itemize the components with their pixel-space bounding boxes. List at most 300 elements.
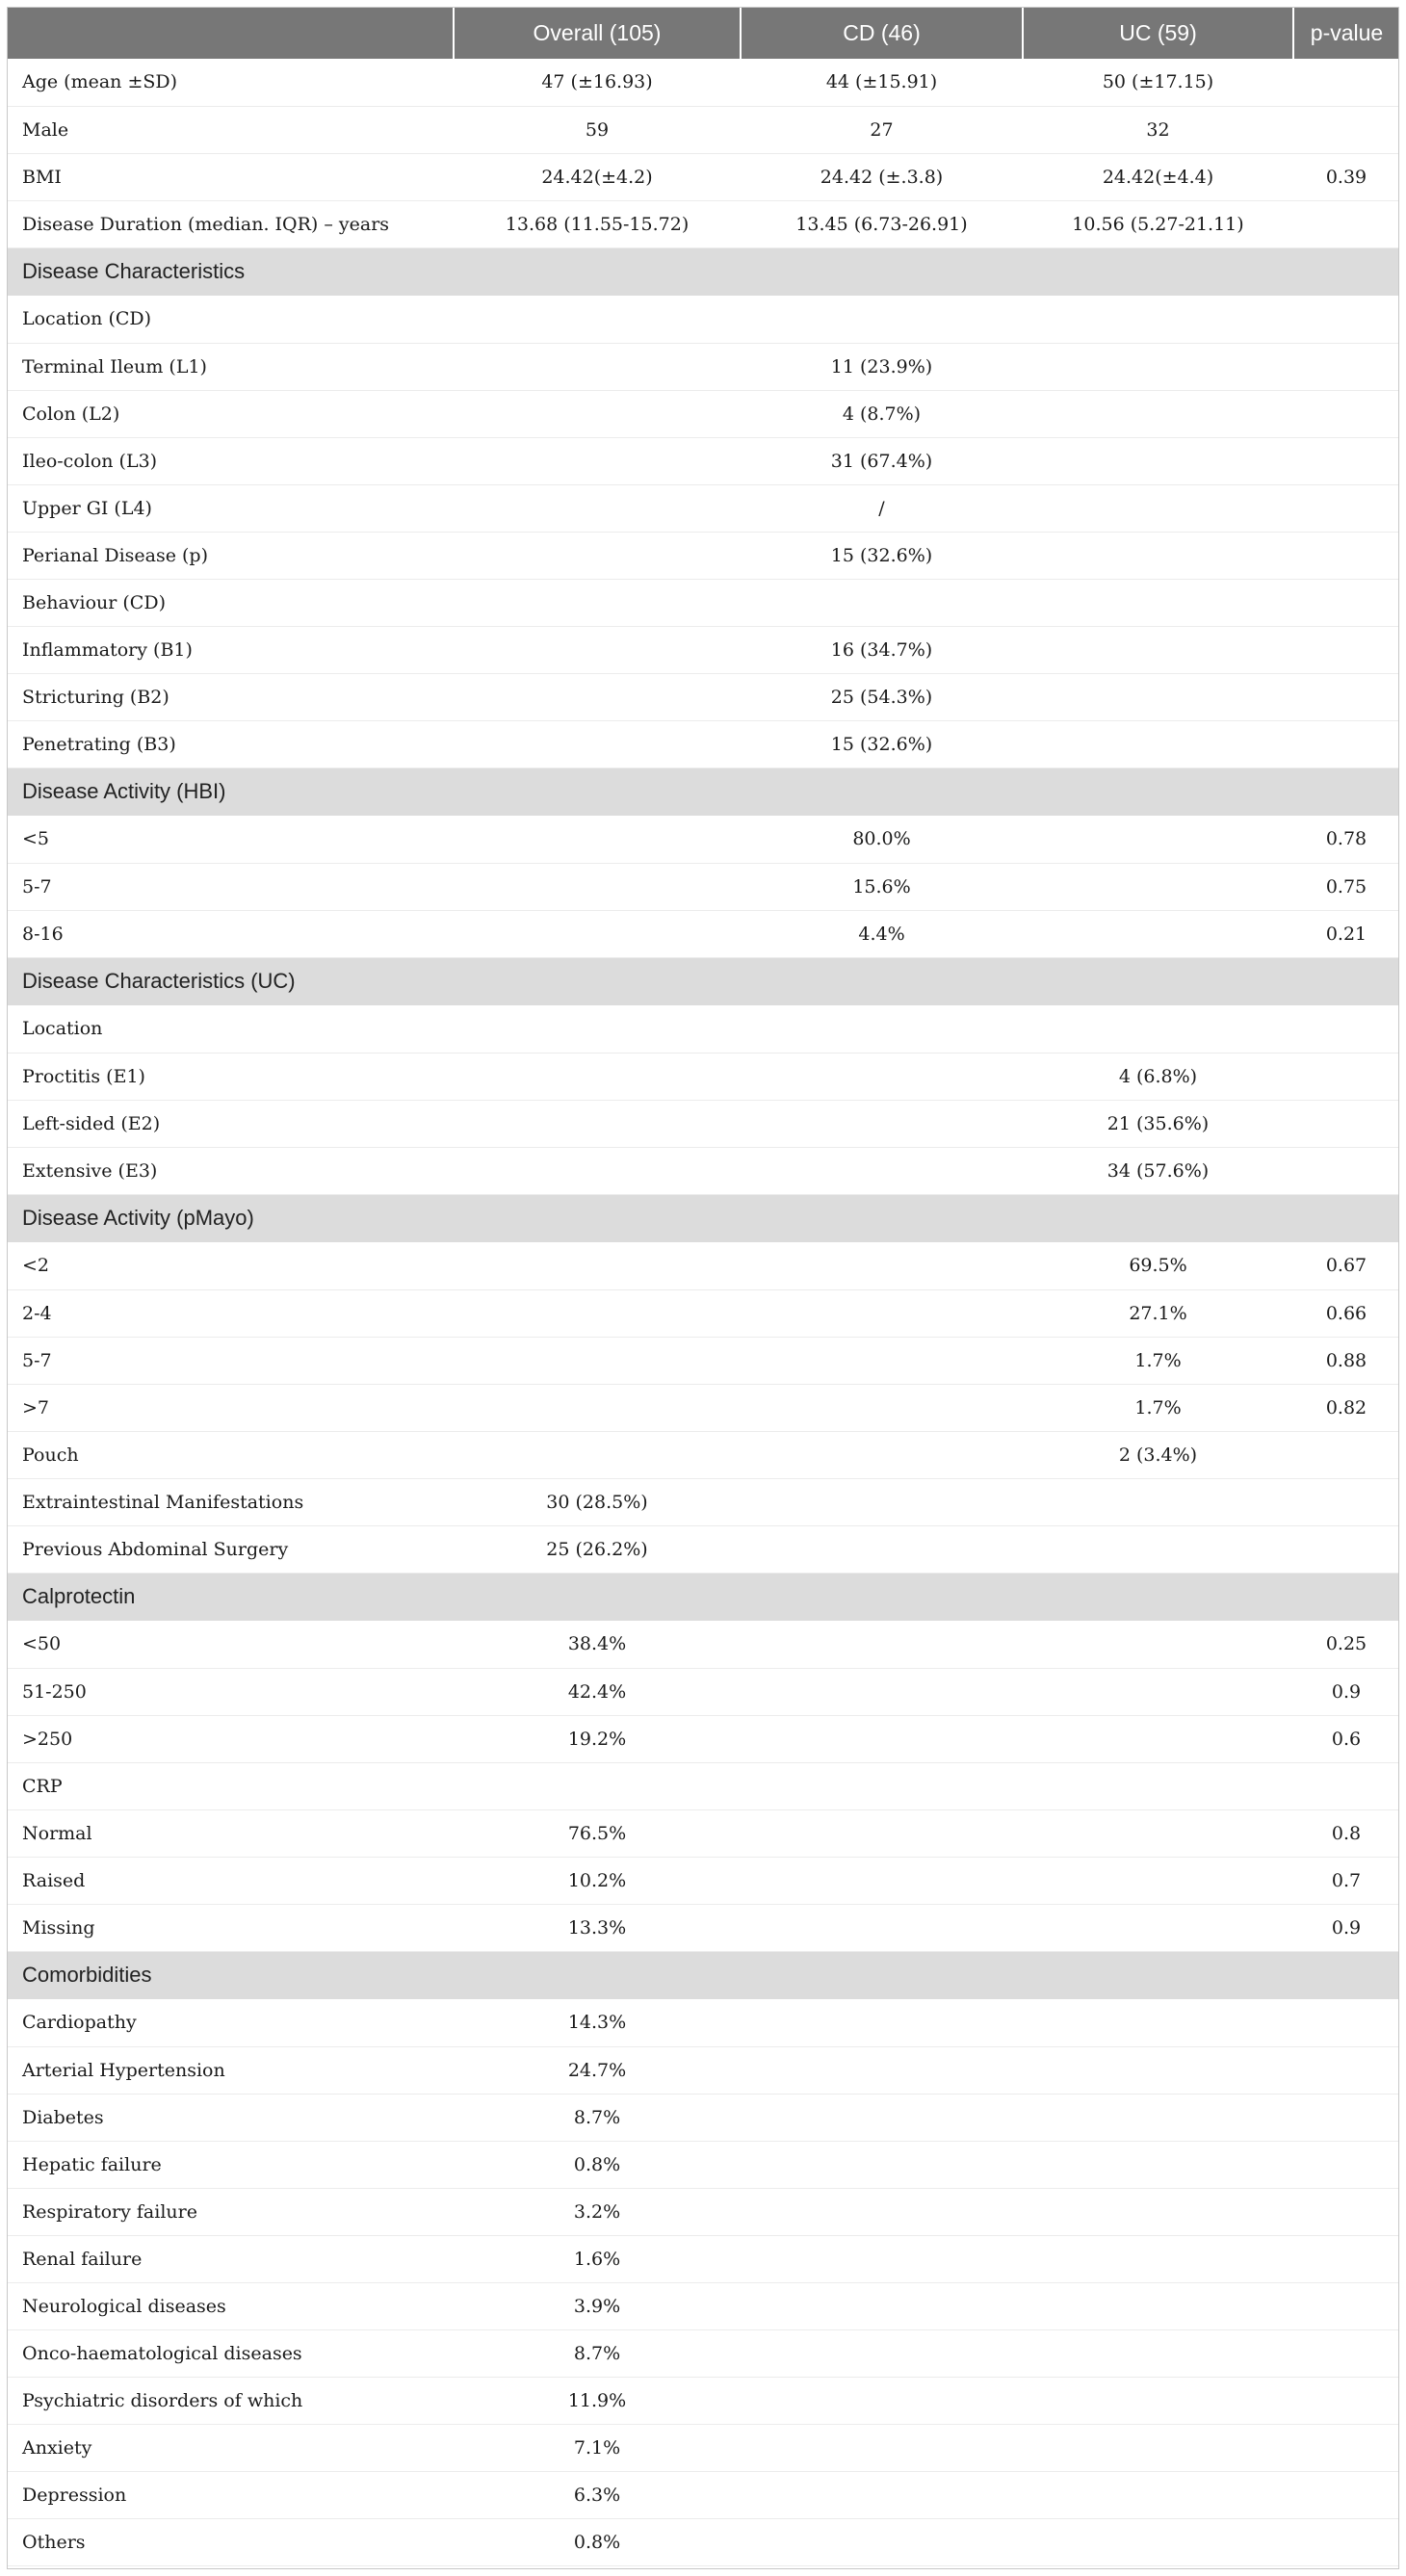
section-title: Disease Activity (HBI) — [22, 779, 226, 804]
table-body — [7, 59, 1399, 2565]
cell-overall — [454, 1147, 741, 1194]
cell-uc — [1023, 1668, 1293, 1715]
cell-overall — [454, 1242, 741, 1289]
cell-uc: 27.1% — [1023, 1289, 1293, 1337]
row-label: BMI — [7, 153, 454, 200]
section-title: Disease Activity (pMayo) — [22, 1206, 254, 1231]
cell-uc — [1023, 626, 1293, 673]
cell-p-value — [1293, 1053, 1399, 1100]
table-row — [7, 1525, 1399, 1573]
section-header-row — [7, 1951, 1399, 1999]
header-label-col — [7, 7, 454, 59]
cell-overall — [454, 720, 741, 768]
cell-p-value: 0.82 — [1293, 1384, 1399, 1431]
row-label: Location (CD) — [7, 296, 454, 343]
cell-p-value: 0.88 — [1293, 1337, 1399, 1384]
table-row — [7, 200, 1399, 247]
table-row — [7, 1762, 1399, 1809]
cell-overall — [454, 1289, 741, 1337]
cell-uc: 24.42(±4.4) — [1023, 153, 1293, 200]
row-label: >7 — [7, 1384, 454, 1431]
patient-characteristics-table — [7, 7, 1399, 2566]
header-overall: Overall (105) — [454, 7, 741, 59]
section-header-row — [7, 247, 1399, 296]
cell-cd: 4.4% — [741, 910, 1023, 957]
cell-p-value — [1293, 1005, 1399, 1053]
cell-p-value — [1293, 106, 1399, 153]
cell-overall — [454, 484, 741, 532]
row-label: Pouch — [7, 1431, 454, 1478]
cell-uc — [1023, 343, 1293, 390]
cell-overall — [454, 816, 741, 863]
cell-cd — [741, 1857, 1023, 1904]
cell-overall: 3.2% — [454, 2188, 741, 2235]
cell-overall — [454, 626, 741, 673]
cell-p-value — [1293, 200, 1399, 247]
cell-overall: 47 (±16.93) — [454, 59, 741, 106]
cell-p-value — [1293, 1478, 1399, 1525]
cell-cd: 15.6% — [741, 863, 1023, 910]
cell-cd — [741, 2518, 1023, 2565]
cell-cd: 11 (23.9%) — [741, 343, 1023, 390]
table-row — [7, 343, 1399, 390]
header-cd: CD (46) — [741, 7, 1023, 59]
cell-p-value — [1293, 484, 1399, 532]
cell-overall — [454, 1053, 741, 1100]
table-row — [7, 2329, 1399, 2377]
row-label: Male — [7, 106, 454, 153]
cell-uc — [1023, 296, 1293, 343]
cell-cd — [741, 2188, 1023, 2235]
row-label: Terminal Ileum (L1) — [7, 343, 454, 390]
header-uc: UC (59) — [1023, 7, 1293, 59]
cell-cd — [741, 2329, 1023, 2377]
row-label: Disease Duration (median. IQR) – years — [7, 200, 454, 247]
cell-uc — [1023, 2377, 1293, 2424]
cell-p-value — [1293, 2235, 1399, 2282]
row-label: Location — [7, 1005, 454, 1053]
table-row — [7, 532, 1399, 579]
row-label: Arterial Hypertension — [7, 2046, 454, 2094]
table-row — [7, 1478, 1399, 1525]
row-label: Previous Abdominal Surgery — [7, 1525, 454, 1573]
table-row — [7, 2518, 1399, 2565]
header-p-value: p-value — [1293, 7, 1399, 59]
cell-overall — [454, 437, 741, 484]
table-row — [7, 1289, 1399, 1337]
cell-uc — [1023, 2424, 1293, 2471]
cell-cd — [741, 1337, 1023, 1384]
cell-uc: 32 — [1023, 106, 1293, 153]
cell-cd — [741, 1431, 1023, 1478]
cell-p-value — [1293, 2141, 1399, 2188]
cell-overall — [454, 1384, 741, 1431]
cell-uc — [1023, 1715, 1293, 1762]
table-row — [7, 2046, 1399, 2094]
cell-cd — [741, 2235, 1023, 2282]
row-label: Raised — [7, 1857, 454, 1904]
cell-uc — [1023, 2141, 1293, 2188]
cell-cd — [741, 1999, 1023, 2046]
row-label: Behaviour (CD) — [7, 579, 454, 626]
cell-uc — [1023, 910, 1293, 957]
row-label: 2-4 — [7, 1289, 454, 1337]
cell-uc — [1023, 1762, 1293, 1809]
cell-overall: 8.7% — [454, 2094, 741, 2141]
table-row — [7, 296, 1399, 343]
cell-p-value — [1293, 437, 1399, 484]
row-label: Upper GI (L4) — [7, 484, 454, 532]
row-label: Stricturing (B2) — [7, 673, 454, 720]
table-row — [7, 816, 1399, 863]
table-header-row — [7, 7, 1399, 59]
table-row — [7, 1904, 1399, 1951]
cell-uc — [1023, 1005, 1293, 1053]
cell-cd: 31 (67.4%) — [741, 437, 1023, 484]
table-row — [7, 1621, 1399, 1668]
table-row — [7, 484, 1399, 532]
table-row — [7, 1147, 1399, 1194]
cell-p-value — [1293, 1762, 1399, 1809]
cell-uc: 4 (6.8%) — [1023, 1053, 1293, 1100]
cell-cd — [741, 1762, 1023, 1809]
cell-p-value — [1293, 2046, 1399, 2094]
cell-cd — [741, 1289, 1023, 1337]
table-row — [7, 1857, 1399, 1904]
cell-p-value — [1293, 296, 1399, 343]
table-row — [7, 106, 1399, 153]
cell-uc — [1023, 437, 1293, 484]
cell-uc: 50 (±17.15) — [1023, 59, 1293, 106]
cell-p-value — [1293, 720, 1399, 768]
row-label: Missing — [7, 1904, 454, 1951]
row-label: Others — [7, 2518, 454, 2565]
table-row — [7, 2282, 1399, 2329]
row-label: 8-16 — [7, 910, 454, 957]
cell-cd — [741, 2094, 1023, 2141]
cell-p-value — [1293, 626, 1399, 673]
section-title: Comorbidities — [22, 1963, 152, 1988]
row-label: Renal failure — [7, 2235, 454, 2282]
cell-p-value — [1293, 2094, 1399, 2141]
cell-uc — [1023, 2046, 1293, 2094]
cell-p-value: 0.39 — [1293, 153, 1399, 200]
cell-uc — [1023, 532, 1293, 579]
cell-overall: 3.9% — [454, 2282, 741, 2329]
row-label: Age (mean ±SD) — [7, 59, 454, 106]
cell-overall — [454, 1005, 741, 1053]
cell-uc: 34 (57.6%) — [1023, 1147, 1293, 1194]
cell-p-value — [1293, 2188, 1399, 2235]
row-label: Perianal Disease (p) — [7, 532, 454, 579]
row-label: Psychiatric disorders of which — [7, 2377, 454, 2424]
cell-cd — [741, 2141, 1023, 2188]
cell-p-value — [1293, 2377, 1399, 2424]
cell-cd — [741, 1242, 1023, 1289]
cell-p-value — [1293, 2471, 1399, 2518]
cell-overall: 8.7% — [454, 2329, 741, 2377]
cell-overall — [454, 910, 741, 957]
row-label: Extensive (E3) — [7, 1147, 454, 1194]
cell-cd: 25 (54.3%) — [741, 673, 1023, 720]
cell-uc — [1023, 2188, 1293, 2235]
table-row — [7, 2094, 1399, 2141]
cell-uc — [1023, 673, 1293, 720]
cell-cd: / — [741, 484, 1023, 532]
cell-uc — [1023, 2471, 1293, 2518]
cell-uc — [1023, 1621, 1293, 1668]
cell-cd — [741, 1478, 1023, 1525]
cell-uc: 69.5% — [1023, 1242, 1293, 1289]
cell-overall: 59 — [454, 106, 741, 153]
cell-p-value: 0.8 — [1293, 1809, 1399, 1857]
cell-overall: 6.3% — [454, 2471, 741, 2518]
cell-p-value: 0.67 — [1293, 1242, 1399, 1289]
cell-uc — [1023, 1857, 1293, 1904]
cell-cd: 24.42 (±.3.8) — [741, 153, 1023, 200]
cell-uc: 1.7% — [1023, 1337, 1293, 1384]
cell-uc: 1.7% — [1023, 1384, 1293, 1431]
cell-overall: 13.3% — [454, 1904, 741, 1951]
table-row — [7, 863, 1399, 910]
cell-cd: 27 — [741, 106, 1023, 153]
row-label: Left-sided (E2) — [7, 1100, 454, 1147]
row-label: 5-7 — [7, 1337, 454, 1384]
table-row — [7, 2235, 1399, 2282]
cell-uc: 21 (35.6%) — [1023, 1100, 1293, 1147]
row-label: Diabetes — [7, 2094, 454, 2141]
cell-cd — [741, 1525, 1023, 1573]
section-header-row — [7, 1573, 1399, 1621]
row-label: Respiratory failure — [7, 2188, 454, 2235]
row-label: <5 — [7, 816, 454, 863]
row-label: Inflammatory (B1) — [7, 626, 454, 673]
row-label: Depression — [7, 2471, 454, 2518]
cell-uc — [1023, 1525, 1293, 1573]
cell-cd — [741, 296, 1023, 343]
cell-p-value — [1293, 2424, 1399, 2471]
cell-cd: 15 (32.6%) — [741, 720, 1023, 768]
table-row — [7, 2188, 1399, 2235]
cell-overall: 24.7% — [454, 2046, 741, 2094]
table-row — [7, 1809, 1399, 1857]
row-label: Neurological diseases — [7, 2282, 454, 2329]
table-row — [7, 437, 1399, 484]
cell-p-value — [1293, 579, 1399, 626]
cell-p-value — [1293, 1431, 1399, 1478]
cell-overall — [454, 532, 741, 579]
cell-uc — [1023, 2518, 1293, 2565]
cell-uc — [1023, 484, 1293, 532]
cell-overall: 7.1% — [454, 2424, 741, 2471]
cell-p-value: 0.78 — [1293, 816, 1399, 863]
table-row — [7, 1337, 1399, 1384]
cell-p-value: 0.25 — [1293, 1621, 1399, 1668]
cell-uc — [1023, 2329, 1293, 2377]
table-row — [7, 1384, 1399, 1431]
table-row — [7, 59, 1399, 106]
table-row — [7, 390, 1399, 437]
cell-overall: 13.68 (11.55-15.72) — [454, 200, 741, 247]
cell-p-value — [1293, 1147, 1399, 1194]
cell-cd: 4 (8.7%) — [741, 390, 1023, 437]
cell-cd — [741, 1053, 1023, 1100]
cell-overall: 1.6% — [454, 2235, 741, 2282]
cell-cd — [741, 1715, 1023, 1762]
cell-p-value — [1293, 532, 1399, 579]
cell-cd — [741, 1147, 1023, 1194]
row-label: <50 — [7, 1621, 454, 1668]
cell-uc — [1023, 2094, 1293, 2141]
cell-p-value — [1293, 59, 1399, 106]
row-label: CRP — [7, 1762, 454, 1809]
cell-p-value: 0.66 — [1293, 1289, 1399, 1337]
cell-overall — [454, 1431, 741, 1478]
row-label: Cardiopathy — [7, 1999, 454, 2046]
cell-overall: 11.9% — [454, 2377, 741, 2424]
cell-overall — [454, 390, 741, 437]
table-row — [7, 910, 1399, 957]
cell-p-value — [1293, 2282, 1399, 2329]
table-row — [7, 1431, 1399, 1478]
cell-cd — [741, 1621, 1023, 1668]
table-row — [7, 1100, 1399, 1147]
row-label: Proctitis (E1) — [7, 1053, 454, 1100]
cell-uc — [1023, 1809, 1293, 1857]
table-row — [7, 1242, 1399, 1289]
section-header-row — [7, 1194, 1399, 1242]
cell-p-value: 0.7 — [1293, 1857, 1399, 1904]
cell-p-value — [1293, 1100, 1399, 1147]
cell-cd — [741, 1668, 1023, 1715]
cell-overall: 25 (26.2%) — [454, 1525, 741, 1573]
cell-uc — [1023, 579, 1293, 626]
cell-cd: 16 (34.7%) — [741, 626, 1023, 673]
cell-overall — [454, 343, 741, 390]
cell-overall: 10.2% — [454, 1857, 741, 1904]
cell-p-value: 0.9 — [1293, 1904, 1399, 1951]
cell-cd: 13.45 (6.73-26.91) — [741, 200, 1023, 247]
row-label: Normal — [7, 1809, 454, 1857]
cell-p-value: 0.75 — [1293, 863, 1399, 910]
section-header-row — [7, 768, 1399, 816]
table-container — [7, 7, 1399, 2566]
cell-uc — [1023, 1904, 1293, 1951]
table-row — [7, 1668, 1399, 1715]
cell-uc — [1023, 2235, 1293, 2282]
cell-overall: 19.2% — [454, 1715, 741, 1762]
table-row — [7, 720, 1399, 768]
cell-uc: 2 (3.4%) — [1023, 1431, 1293, 1478]
cell-p-value: 0.9 — [1293, 1668, 1399, 1715]
cell-cd — [741, 2377, 1023, 2424]
cell-cd — [741, 1809, 1023, 1857]
cell-overall — [454, 863, 741, 910]
cell-overall: 0.8% — [454, 2141, 741, 2188]
cell-overall — [454, 1100, 741, 1147]
row-label: Anxiety — [7, 2424, 454, 2471]
row-label: 51-250 — [7, 1668, 454, 1715]
table-row — [7, 1999, 1399, 2046]
cell-overall — [454, 673, 741, 720]
cell-uc — [1023, 816, 1293, 863]
table-row — [7, 2424, 1399, 2471]
table-row — [7, 2471, 1399, 2518]
table-row — [7, 153, 1399, 200]
section-title: Calprotectin — [22, 1584, 136, 1609]
cell-p-value — [1293, 673, 1399, 720]
cell-cd — [741, 1384, 1023, 1431]
cell-p-value — [1293, 2329, 1399, 2377]
cell-overall: 14.3% — [454, 1999, 741, 2046]
cell-cd — [741, 2282, 1023, 2329]
cell-p-value — [1293, 1525, 1399, 1573]
cell-overall: 30 (28.5%) — [454, 1478, 741, 1525]
cell-cd — [741, 2046, 1023, 2094]
cell-p-value — [1293, 343, 1399, 390]
table-row — [7, 1053, 1399, 1100]
cell-cd — [741, 579, 1023, 626]
row-label: Penetrating (B3) — [7, 720, 454, 768]
cell-cd — [741, 2424, 1023, 2471]
cell-p-value: 0.6 — [1293, 1715, 1399, 1762]
section-title: Disease Characteristics — [22, 259, 246, 284]
row-label: Extraintestinal Manifestations — [7, 1478, 454, 1525]
cell-uc — [1023, 720, 1293, 768]
cell-uc — [1023, 1999, 1293, 2046]
cell-overall: 24.42(±4.2) — [454, 153, 741, 200]
cell-uc — [1023, 390, 1293, 437]
cell-cd — [741, 2471, 1023, 2518]
cell-uc — [1023, 1478, 1293, 1525]
cell-p-value: 0.21 — [1293, 910, 1399, 957]
cell-uc — [1023, 863, 1293, 910]
cell-cd: 80.0% — [741, 816, 1023, 863]
cell-overall — [454, 1337, 741, 1384]
section-header-row — [7, 957, 1399, 1005]
row-label: Colon (L2) — [7, 390, 454, 437]
cell-overall — [454, 1762, 741, 1809]
row-label: Onco-haematological diseases — [7, 2329, 454, 2377]
cell-p-value — [1293, 2518, 1399, 2565]
row-label: 5-7 — [7, 863, 454, 910]
row-label: >250 — [7, 1715, 454, 1762]
cell-overall: 0.8% — [454, 2518, 741, 2565]
cell-overall: 38.4% — [454, 1621, 741, 1668]
table-row — [7, 2377, 1399, 2424]
cell-p-value — [1293, 1999, 1399, 2046]
table-row — [7, 1715, 1399, 1762]
row-label: Hepatic failure — [7, 2141, 454, 2188]
section-title: Disease Characteristics (UC) — [22, 969, 296, 994]
cell-uc: 10.56 (5.27-21.11) — [1023, 200, 1293, 247]
cell-overall — [454, 296, 741, 343]
table-row — [7, 626, 1399, 673]
cell-p-value — [1293, 390, 1399, 437]
cell-overall — [454, 579, 741, 626]
cell-cd: 44 (±15.91) — [741, 59, 1023, 106]
cell-overall: 76.5% — [454, 1809, 741, 1857]
cell-uc — [1023, 2282, 1293, 2329]
cell-cd: 15 (32.6%) — [741, 532, 1023, 579]
row-label: Ileo-colon (L3) — [7, 437, 454, 484]
table-row — [7, 673, 1399, 720]
cell-cd — [741, 1904, 1023, 1951]
row-label: <2 — [7, 1242, 454, 1289]
cell-cd — [741, 1005, 1023, 1053]
table-row — [7, 579, 1399, 626]
table-row — [7, 1005, 1399, 1053]
